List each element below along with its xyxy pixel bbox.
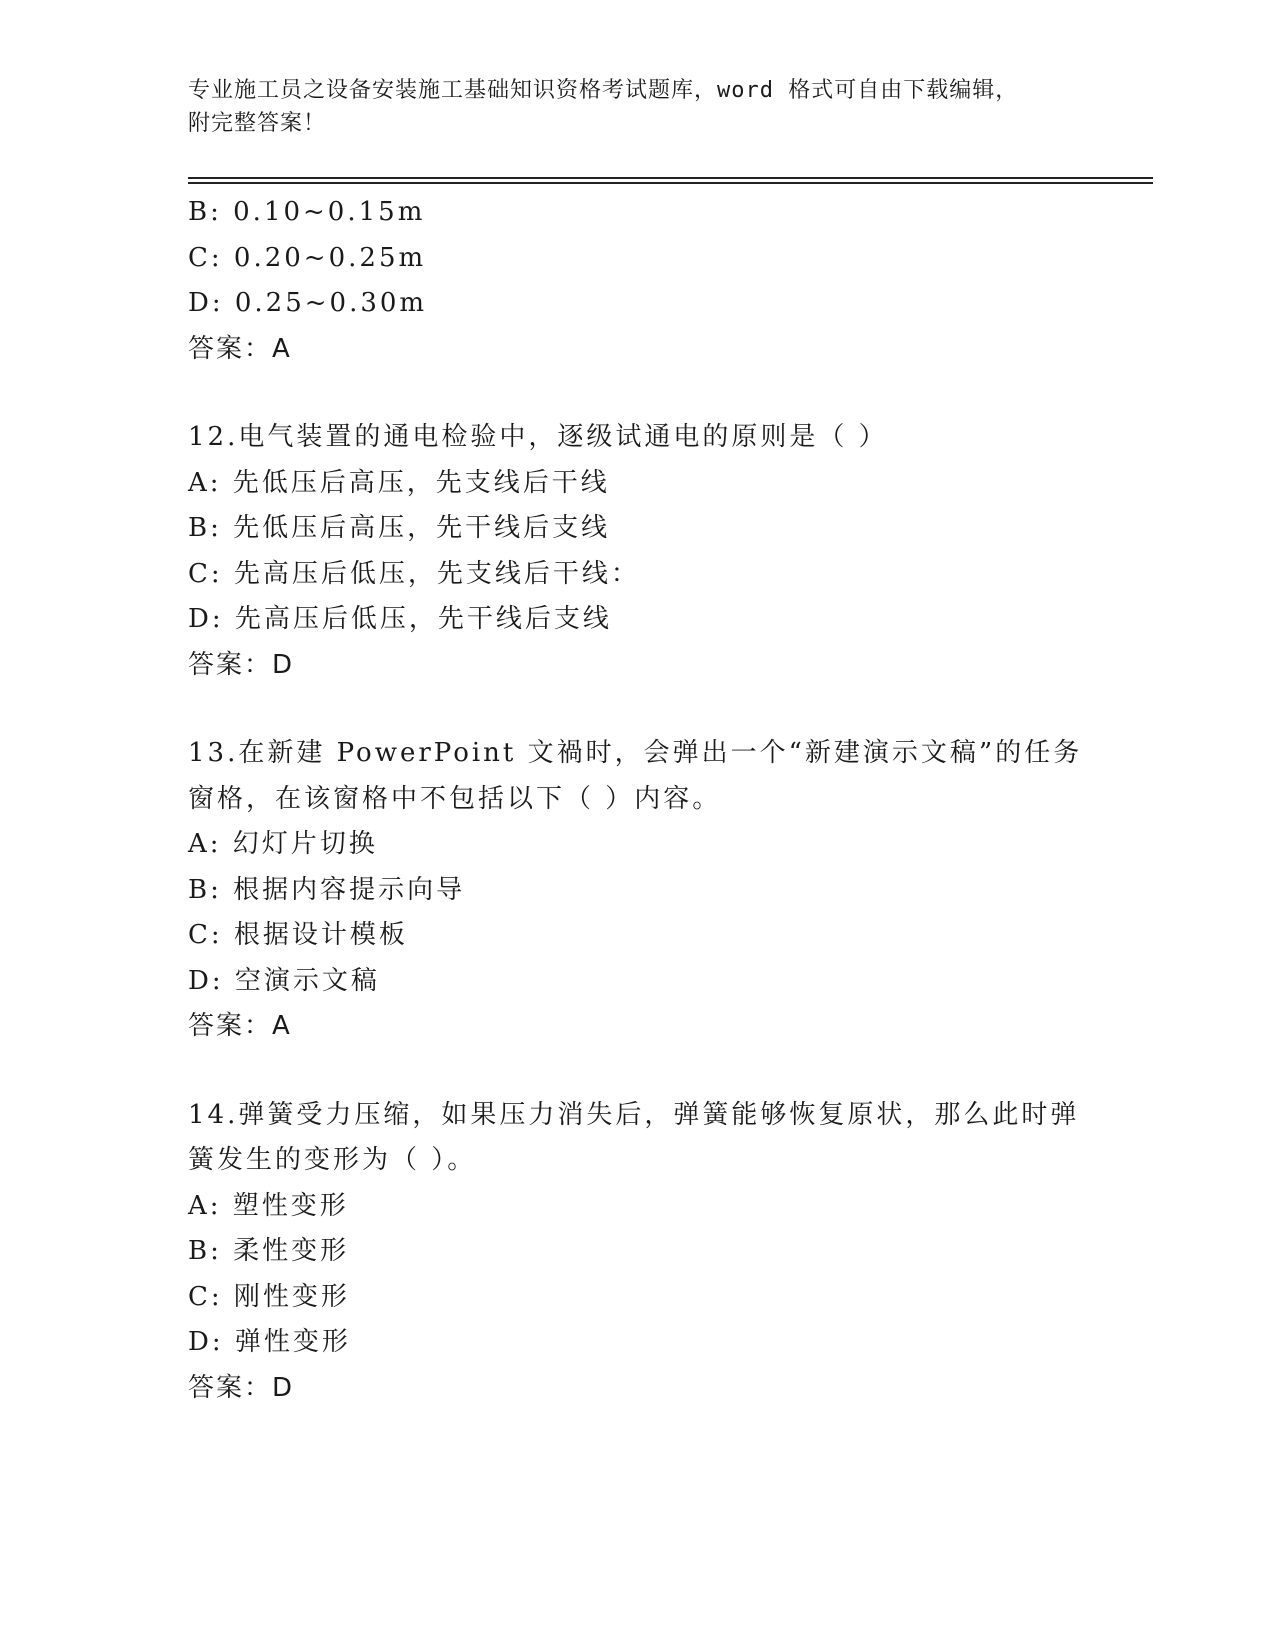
header-line-2: 附完整答案！ bbox=[188, 111, 327, 136]
option-b: B: 根据内容提示向导 bbox=[188, 874, 466, 905]
option-d: D: 空演示文稿 bbox=[188, 965, 380, 996]
option-c: C: 先高压后低压，先支线后干线： bbox=[188, 558, 640, 589]
option-c: C: 刚性变形 bbox=[188, 1281, 350, 1312]
question-text: 12.电气装置的通电检验中，逐级试通电的原则是（ ） bbox=[188, 422, 888, 452]
option-b: B: 0.10~0.15m bbox=[188, 197, 426, 227]
option-c: C: 0.20~0.25m bbox=[188, 242, 427, 273]
question-text-continued: 窗格，在该窗格中不包括以下（ ）内容。 bbox=[188, 783, 722, 814]
question-13 bbox=[188, 731, 1108, 1050]
option-a: A: 幻灯片切换 bbox=[188, 829, 378, 859]
answer-line: 答案：A bbox=[188, 1011, 292, 1041]
question-list bbox=[188, 190, 1108, 1411]
document-header bbox=[188, 74, 1088, 140]
question-14 bbox=[188, 1093, 1108, 1412]
header-divider-top bbox=[188, 177, 1153, 179]
option-a: A: 塑性变形 bbox=[188, 1190, 349, 1221]
option-d: D: 先高压后低压，先干线后支线 bbox=[188, 604, 612, 634]
header-line-1: 专业施工员之设备安装施工基础知识资格考试题库，word 格式可自由下载编辑， bbox=[188, 78, 1019, 103]
option-b: B: 先低压后高压，先干线后支线 bbox=[188, 513, 611, 543]
option-d: D: 弹性变形 bbox=[188, 1327, 351, 1357]
option-d: D: 0.25~0.30m bbox=[188, 288, 428, 318]
header-divider-bottom bbox=[188, 182, 1153, 184]
question-text: 13.在新建 PowerPoint 文禍时，会弹出一个“新建演示文稿”的任务 bbox=[188, 738, 1083, 768]
answer-line: 答案：D bbox=[188, 1372, 295, 1403]
option-a: A: 先低压后高压，先支线后干线 bbox=[188, 467, 610, 498]
answer-line: 答案：A bbox=[188, 333, 292, 364]
previous-question-tail bbox=[188, 190, 1108, 372]
option-c: C: 根据设计模板 bbox=[188, 920, 408, 950]
option-b: B: 柔性变形 bbox=[188, 1236, 350, 1266]
answer-line: 答案：D bbox=[188, 649, 295, 680]
question-text-continued: 簧发生的变形为（ ）。 bbox=[188, 1145, 477, 1175]
question-text: 14.弹簧受力压缩，如果压力消失后，弹簧能够恢复原状，那么此时弹 bbox=[188, 1099, 1080, 1130]
question-12 bbox=[188, 415, 1108, 688]
